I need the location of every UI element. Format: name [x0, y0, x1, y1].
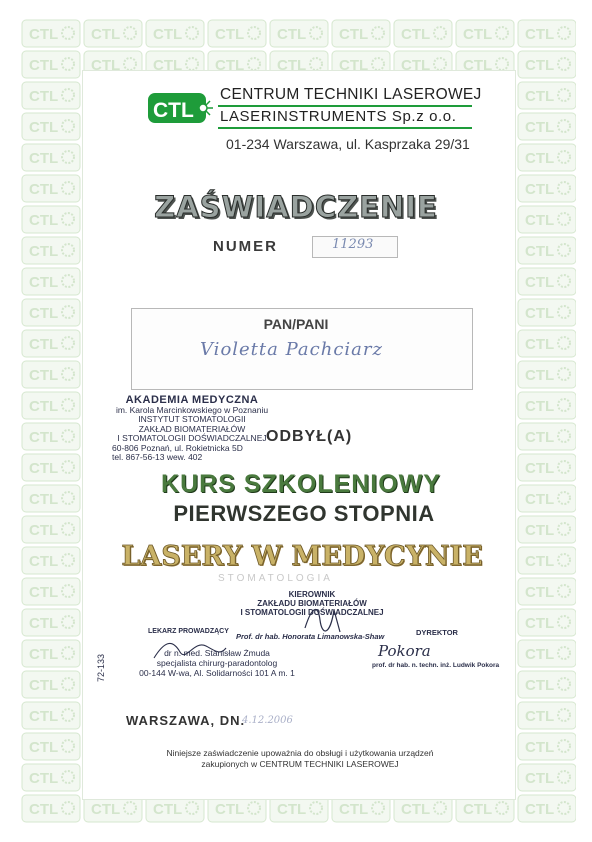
company-address: 01-234 Warszawa, ul. Kasprzaka 29/31 [226, 136, 470, 152]
certificate-title: ZAŚWIADCZENIE [154, 190, 438, 224]
recipient-name: Violetta Pachciarz [200, 339, 383, 360]
course-title: KURS SZKOLENIOWY [161, 470, 441, 498]
company-rule [218, 105, 472, 107]
head-line: KIEROWNIK [288, 590, 336, 599]
stamp-academy-line: AKADEMIA MEDYCZNA [125, 394, 259, 406]
stamp-academy-line: INSTYTUT STOMATOLOGII [138, 414, 246, 424]
company-name: CENTRUM TECHNIKI LASEROWEJ [220, 86, 482, 103]
head-line: ZAKŁADU BIOMATERIAŁÓW [257, 599, 367, 608]
course-subject: LASERY W MEDYCYNIE [121, 541, 483, 572]
doctor-label: LEKARZ PROWADZĄCY [148, 628, 229, 635]
course-level: PIERWSZEGO STOPNIA [173, 501, 435, 526]
footer-line: Niniejsze zaświadczenie upoważnia do obsługi i użytkowania urządzeń [166, 748, 434, 758]
company-subname: LASERINSTRUMENTS Sp.z o.o. [220, 108, 457, 125]
head-name: Prof. dr hab. Honorata Limanowska-Shaw [236, 632, 385, 641]
stamp-academy-line: ZAKŁAD BIOMATERIAŁÓW [138, 423, 246, 434]
specialty-stamp: STOMATOLOGIA [218, 573, 333, 584]
footer-line: zakupionych w CENTRUM TECHNIKI LASEROWEJ [201, 759, 399, 769]
director-name: prof. dr hab. n. techn. inż. Ludwik Pokora [372, 662, 500, 669]
director-signature: Pokora [378, 642, 431, 660]
director-label: DYREKTOR [416, 628, 458, 637]
stamp-academy-line: I STOMATOLOGII DOŚWIADCZALNEJ [117, 433, 267, 443]
number-label: NUMER [213, 238, 278, 255]
recipient-label: PAN/PANI [263, 316, 329, 332]
doctor-stamp-line: dr n. med. Stanisław Żmuda [164, 648, 270, 658]
issue-date: 4.12.2006 [242, 715, 293, 726]
head-line: I STOMATOLOGII DOŚWIADCZALNEJ [240, 608, 384, 617]
doctor-stamp-line: specjalista chirurg-paradontolog [156, 658, 278, 668]
doctor-stamp-code: 72-133 [96, 653, 106, 682]
place-date-label: WARSZAWA, DN. [126, 713, 246, 728]
footer-note [0, 748, 592, 770]
academy-stamp [104, 396, 280, 463]
svg-text:CTL: CTL [153, 99, 194, 122]
doctor-stamp [117, 648, 317, 678]
stamp-academy-line: im. Karola Marcinkowskiego w Poznaniu [115, 404, 269, 415]
doctor-stamp-line: 00-144 W-wa, Al. Solidarności 101 A m. 1 [139, 668, 295, 678]
completed-label: ODBYŁ(A) [266, 428, 353, 445]
number-value: 11293 [332, 237, 374, 252]
ctl-logo-icon [147, 88, 215, 128]
stamp-academy-line: tel. 867-56-13 wew. 402 [112, 452, 203, 462]
stamp-academy-line: 60-806 Poznań, ul. Rokietnicka 5D [112, 442, 243, 453]
company-rule-2 [218, 127, 472, 129]
